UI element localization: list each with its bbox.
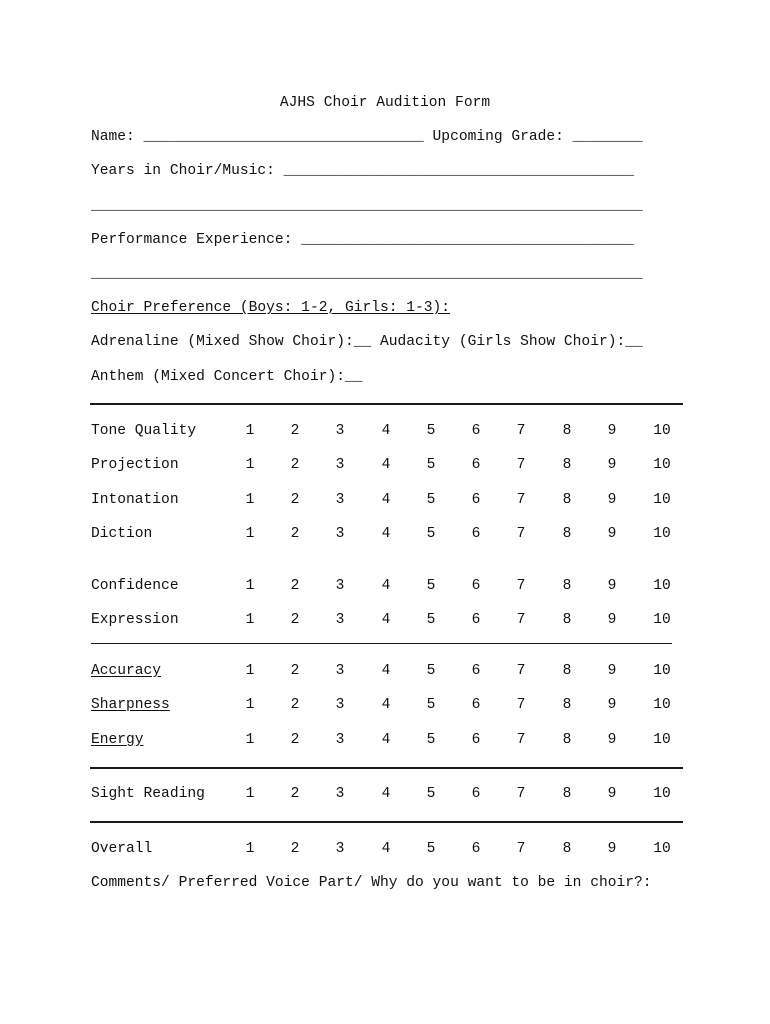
performance-experience-field[interactable]: Performance Experience: ______________________________________ <box>91 232 634 248</box>
rating-score-option[interactable]: 9 <box>607 732 617 748</box>
rating-score-option[interactable]: 4 <box>381 423 391 439</box>
choir-preference-line-2[interactable]: Anthem (Mixed Concert Choir):__ <box>91 369 363 385</box>
rating-score-option[interactable]: 3 <box>335 457 345 473</box>
rating-score-option[interactable]: 1 <box>245 492 255 508</box>
rating-score-option[interactable]: 2 <box>290 578 300 594</box>
choir-preference-line-1[interactable]: Adrenaline (Mixed Show Choir):__ Audacity (Girls Show Choir):__ <box>91 334 643 350</box>
rating-score-option[interactable]: 3 <box>335 786 345 802</box>
rating-score-option[interactable]: 9 <box>607 578 617 594</box>
performance-experience-continuation[interactable]: _______________________________________________________________ <box>91 266 643 282</box>
rating-score-option[interactable]: 1 <box>245 697 255 713</box>
rating-score-option[interactable]: 4 <box>381 697 391 713</box>
rating-score-option[interactable]: 4 <box>381 841 391 857</box>
rating-score-option[interactable]: 8 <box>562 578 572 594</box>
rating-score-option[interactable]: 4 <box>381 492 391 508</box>
rating-score-option[interactable]: 6 <box>471 578 481 594</box>
rating-score-option[interactable]: 7 <box>516 526 526 542</box>
rating-score-option[interactable]: 10 <box>653 423 671 439</box>
criterion-label: Confidence <box>91 578 179 594</box>
criterion-label: Sharpness <box>91 697 170 713</box>
rating-score-option[interactable]: 5 <box>426 526 436 542</box>
rating-score-option[interactable]: 2 <box>290 612 300 628</box>
rating-score-option[interactable]: 4 <box>381 526 391 542</box>
rating-score-option[interactable]: 1 <box>245 612 255 628</box>
rating-score-option[interactable]: 2 <box>290 457 300 473</box>
rating-score-option[interactable]: 10 <box>653 492 671 508</box>
rating-score-option[interactable]: 8 <box>562 786 572 802</box>
rating-score-option[interactable]: 3 <box>335 697 345 713</box>
rating-score-option[interactable]: 6 <box>471 526 481 542</box>
form-title: AJHS Choir Audition Form <box>279 95 491 111</box>
rating-score-option[interactable]: 5 <box>426 663 436 679</box>
rating-score-option[interactable]: 2 <box>290 732 300 748</box>
rating-row <box>91 840 691 858</box>
rating-score-option[interactable]: 5 <box>426 697 436 713</box>
rating-score-option[interactable]: 4 <box>381 612 391 628</box>
rating-score-option[interactable]: 10 <box>653 697 671 713</box>
rating-score-option[interactable]: 4 <box>381 578 391 594</box>
rating-row <box>91 525 691 543</box>
section-divider <box>91 643 672 644</box>
comments-prompt: Comments/ Preferred Voice Part/ Why do you want to be in choir?: <box>91 875 652 891</box>
rating-row <box>91 662 691 680</box>
rating-score-option[interactable]: 9 <box>607 663 617 679</box>
rating-score-option[interactable]: 9 <box>607 612 617 628</box>
rating-score-option[interactable]: 1 <box>245 841 255 857</box>
years-in-choir-continuation[interactable]: _______________________________________________________________ <box>91 198 643 214</box>
rating-row <box>91 491 691 509</box>
rating-score-option[interactable]: 9 <box>607 423 617 439</box>
rating-score-option[interactable]: 2 <box>290 786 300 802</box>
rating-score-option[interactable]: 2 <box>290 663 300 679</box>
rating-score-option[interactable]: 7 <box>516 663 526 679</box>
rating-row <box>91 456 691 474</box>
criterion-label: Energy <box>91 732 144 748</box>
rating-score-option[interactable]: 6 <box>471 732 481 748</box>
rating-score-option[interactable]: 5 <box>426 612 436 628</box>
rating-score-option[interactable]: 4 <box>381 732 391 748</box>
rating-score-option[interactable]: 8 <box>562 457 572 473</box>
rating-score-option[interactable]: 8 <box>562 732 572 748</box>
rating-score-option[interactable]: 4 <box>381 457 391 473</box>
rating-score-option[interactable]: 6 <box>471 492 481 508</box>
rating-score-option[interactable]: 1 <box>245 732 255 748</box>
rating-score-option[interactable]: 7 <box>516 492 526 508</box>
rating-score-option[interactable]: 9 <box>607 841 617 857</box>
rating-score-option[interactable]: 9 <box>607 786 617 802</box>
rating-score-option[interactable]: 8 <box>562 697 572 713</box>
criterion-label: Overall <box>91 841 153 857</box>
rating-score-option[interactable]: 1 <box>245 786 255 802</box>
rating-score-option[interactable]: 8 <box>562 423 572 439</box>
section-divider <box>90 403 683 405</box>
rating-score-option[interactable]: 9 <box>607 457 617 473</box>
criterion-label: Expression <box>91 612 179 628</box>
rating-score-option[interactable]: 8 <box>562 526 572 542</box>
criterion-label: Projection <box>91 457 179 473</box>
rating-score-option[interactable]: 6 <box>471 663 481 679</box>
rating-score-option[interactable]: 5 <box>426 578 436 594</box>
rating-row <box>91 422 691 440</box>
rating-score-option[interactable]: 3 <box>335 578 345 594</box>
rating-score-option[interactable]: 8 <box>562 663 572 679</box>
rating-score-option[interactable]: 10 <box>653 457 671 473</box>
rating-score-option[interactable]: 6 <box>471 786 481 802</box>
rating-score-option[interactable]: 9 <box>607 492 617 508</box>
rating-score-option[interactable]: 6 <box>471 697 481 713</box>
rating-score-option[interactable]: 7 <box>516 612 526 628</box>
rating-score-option[interactable]: 10 <box>653 732 671 748</box>
name-grade-field[interactable]: Name: ________________________________ Upcoming Grade: ________ <box>91 129 643 145</box>
rating-score-option[interactable]: 2 <box>290 841 300 857</box>
rating-row <box>91 696 691 714</box>
rating-score-option[interactable]: 8 <box>562 612 572 628</box>
rating-score-option[interactable]: 5 <box>426 492 436 508</box>
rating-score-option[interactable]: 1 <box>245 578 255 594</box>
rating-score-option[interactable]: 2 <box>290 423 300 439</box>
rating-score-option[interactable]: 10 <box>653 841 671 857</box>
rating-score-option[interactable]: 3 <box>335 526 345 542</box>
rating-score-option[interactable]: 1 <box>245 663 255 679</box>
rating-score-option[interactable]: 7 <box>516 697 526 713</box>
rating-score-option[interactable]: 7 <box>516 786 526 802</box>
rating-score-option[interactable]: 1 <box>245 526 255 542</box>
rating-score-option[interactable]: 7 <box>516 457 526 473</box>
choir-preference-heading: Choir Preference (Boys: 1-2, Girls: 1-3): <box>91 300 451 316</box>
rating-score-option[interactable]: 7 <box>516 841 526 857</box>
criterion-label: Tone Quality <box>91 423 197 439</box>
rating-score-option[interactable]: 3 <box>335 423 345 439</box>
rating-score-option[interactable]: 1 <box>245 457 255 473</box>
rating-score-option[interactable]: 5 <box>426 423 436 439</box>
rating-row <box>91 731 691 749</box>
rating-score-option[interactable]: 6 <box>471 612 481 628</box>
rating-score-option[interactable]: 3 <box>335 663 345 679</box>
rating-score-option[interactable]: 3 <box>335 841 345 857</box>
rating-row <box>91 785 691 803</box>
rating-score-option[interactable]: 10 <box>653 526 671 542</box>
rating-score-option[interactable]: 5 <box>426 786 436 802</box>
rating-score-option[interactable]: 10 <box>653 663 671 679</box>
years-in-choir-field[interactable]: Years in Choir/Music: ________________________________________ <box>91 163 634 179</box>
rating-score-option[interactable]: 5 <box>426 732 436 748</box>
rating-score-option[interactable]: 4 <box>381 786 391 802</box>
rating-score-option[interactable]: 2 <box>290 697 300 713</box>
rating-score-option[interactable]: 7 <box>516 578 526 594</box>
rating-score-option[interactable]: 7 <box>516 423 526 439</box>
criterion-label: Intonation <box>91 492 179 508</box>
rating-score-option[interactable]: 5 <box>426 457 436 473</box>
rating-score-option[interactable]: 10 <box>653 786 671 802</box>
rating-score-option[interactable]: 8 <box>562 492 572 508</box>
rating-row <box>91 611 691 629</box>
rating-score-option[interactable]: 2 <box>290 526 300 542</box>
section-divider <box>90 821 683 823</box>
rating-score-option[interactable]: 8 <box>562 841 572 857</box>
rating-score-option[interactable]: 9 <box>607 526 617 542</box>
criterion-label: Sight Reading <box>91 786 205 802</box>
rating-score-option[interactable]: 4 <box>381 663 391 679</box>
criterion-label: Accuracy <box>91 663 162 679</box>
rating-row <box>91 577 691 595</box>
rating-score-option[interactable]: 10 <box>653 578 671 594</box>
rating-score-option[interactable]: 9 <box>607 697 617 713</box>
rating-score-option[interactable]: 3 <box>335 612 345 628</box>
rating-score-option[interactable]: 1 <box>245 423 255 439</box>
rating-score-option[interactable]: 7 <box>516 732 526 748</box>
rating-score-option[interactable]: 5 <box>426 841 436 857</box>
rating-score-option[interactable]: 6 <box>471 423 481 439</box>
rating-score-option[interactable]: 6 <box>471 457 481 473</box>
section-divider <box>90 767 683 769</box>
rating-score-option[interactable]: 10 <box>653 612 671 628</box>
rating-score-option[interactable]: 3 <box>335 732 345 748</box>
rating-score-option[interactable]: 2 <box>290 492 300 508</box>
rating-score-option[interactable]: 6 <box>471 841 481 857</box>
rating-score-option[interactable]: 3 <box>335 492 345 508</box>
criterion-label: Diction <box>91 526 153 542</box>
